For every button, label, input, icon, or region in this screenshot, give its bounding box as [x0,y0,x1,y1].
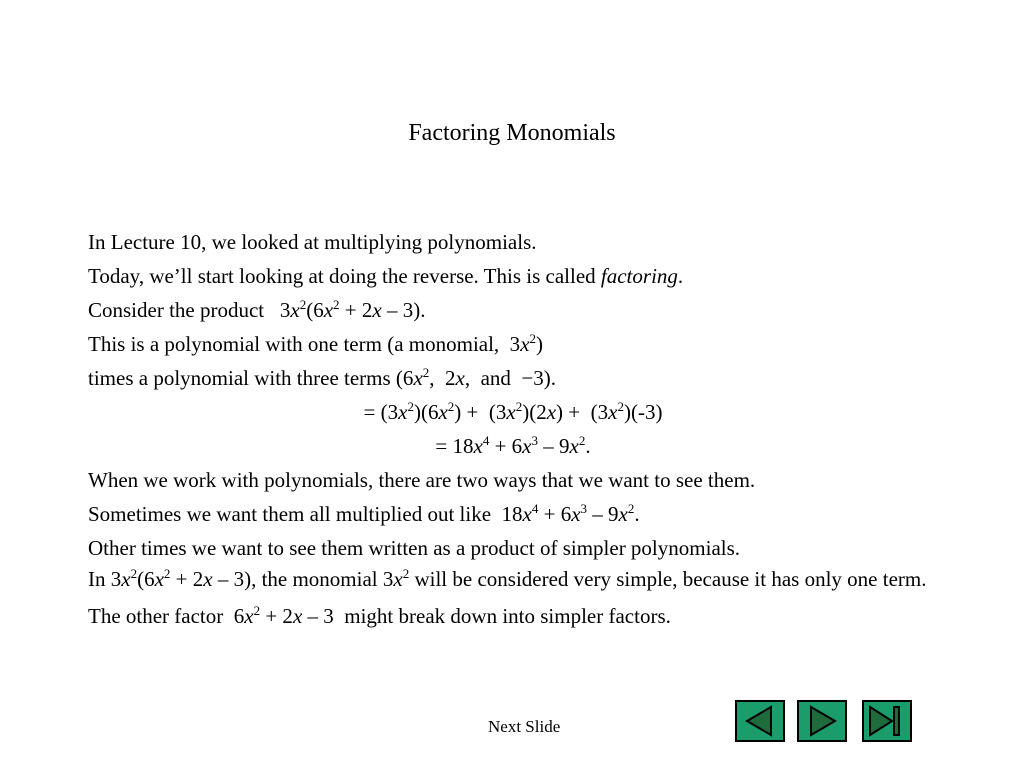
body-line [88,395,938,429]
text-segment: This is a polynomial with one term (a monomial, 3 [88,332,521,356]
body-line [88,599,938,633]
exponent: 2 [529,331,537,346]
body-line [88,531,938,565]
text-segment: ) + (3 [454,400,507,424]
last-slide-button[interactable] [862,700,912,742]
italic-text: x [608,400,618,424]
text-segment: ) [536,332,544,356]
italic-text: x [154,567,164,591]
body-line [88,497,938,531]
italic-text: x [244,604,254,628]
text-segment: When we work with polynomials, there are two ways that we want to see them. [88,468,756,492]
text-segment: – 3), the monomial 3 [212,567,394,591]
exponent: 2 [407,399,414,414]
italic-text: x [203,567,213,591]
exponent: 2 [402,566,410,581]
body-line [88,293,938,327]
italic-text: x [413,366,423,390]
text-segment: – 3). [381,298,426,322]
italic-text: x [438,400,448,424]
slide-body [88,225,938,633]
exponent: 2 [253,603,261,618]
text-segment: ) + (3 [556,400,609,424]
body-line [88,225,938,259]
italic-text: x [522,434,532,458]
exponent: 2 [515,399,523,414]
text-segment: + 2 [339,298,373,322]
slide-title: Factoring Monomials [408,120,616,146]
text-segment: )(2 [522,400,547,424]
text-segment: In Lecture 10, we looked at multiplying polynomials. [88,230,537,254]
body-line [88,327,938,361]
text-segment: (6 [306,298,324,322]
italic-text: x [393,567,403,591]
italic-text: x [618,502,628,526]
text-segment: )(6 [413,400,439,424]
exponent: 4 [482,433,490,448]
italic-text: x [290,298,300,322]
italic-text: x [473,434,483,458]
body-line [88,565,938,593]
text-segment: – 9 [587,502,619,526]
italic-text: x [292,604,303,628]
triangle-right-icon [799,702,845,740]
exponent: 2 [617,399,624,414]
text-segment: , 2 [429,366,456,390]
text-segment: (6 [137,567,155,591]
body-line [88,463,938,497]
italic-text: x [372,298,382,322]
italic-text: x [398,400,408,424]
text-segment: + 2 [170,567,204,591]
exponent: 2 [627,501,635,516]
text-segment: = 18 [435,434,474,458]
text-segment: times a polynomial with three terms (6 [88,366,414,390]
text-segment: Consider the product 3 [88,298,291,322]
text-segment: = (3 [363,400,399,424]
body-line [88,429,938,463]
exponent: 2 [447,399,455,414]
text-segment: – 9 [538,434,570,458]
exponent: 2 [578,433,586,448]
next-slide-link[interactable]: Next Slide [488,717,561,736]
italic-text: x [520,332,530,356]
italic-text: x [546,400,557,424]
body-line [88,361,938,395]
text-segment: . [634,502,640,526]
exponent: 4 [531,501,539,516]
text-segment: + 6 [489,434,523,458]
previous-slide-button[interactable] [735,700,785,742]
triangle-left-icon [737,702,783,740]
italic-text: x [522,502,532,526]
text-segment: In 3 [88,567,122,591]
text-segment: . [585,434,591,458]
exponent: 2 [163,566,171,581]
skip-to-end-icon [864,702,910,740]
text-segment: Other times we want to see them written as a product of simpler polynomials. [88,536,741,560]
italic-text: x [323,298,334,322]
italic-text: x [569,434,579,458]
exponent: 2 [299,297,307,312]
exponent: 2 [333,297,340,312]
italic-text: factoring [600,264,678,288]
italic-text: x [571,502,581,526]
exponent: 3 [580,501,588,516]
exponent: 2 [130,566,138,581]
text-segment: Today, we’ll start looking at doing the reverse. This is called [88,264,601,288]
text-segment: , and −3). [464,366,557,390]
text-segment: Sometimes we want them all multiplied out like 18 [88,502,523,526]
text-segment: )(-3) [623,400,663,424]
text-segment: will be considered very simple, because it has only one term. [409,567,927,591]
text-segment: + 2 [260,604,293,628]
exponent: 3 [531,433,538,448]
text-segment: The other factor 6 [88,604,245,628]
text-segment: . [677,264,684,288]
italic-text: x [121,567,131,591]
body-line [88,259,938,293]
text-segment: – 3 might break down into simpler factors. [302,604,671,628]
italic-text: x [455,366,465,390]
text-segment: + 6 [538,502,572,526]
next-slide-button[interactable] [797,700,847,742]
exponent: 2 [422,365,430,380]
italic-text: x [506,400,516,424]
